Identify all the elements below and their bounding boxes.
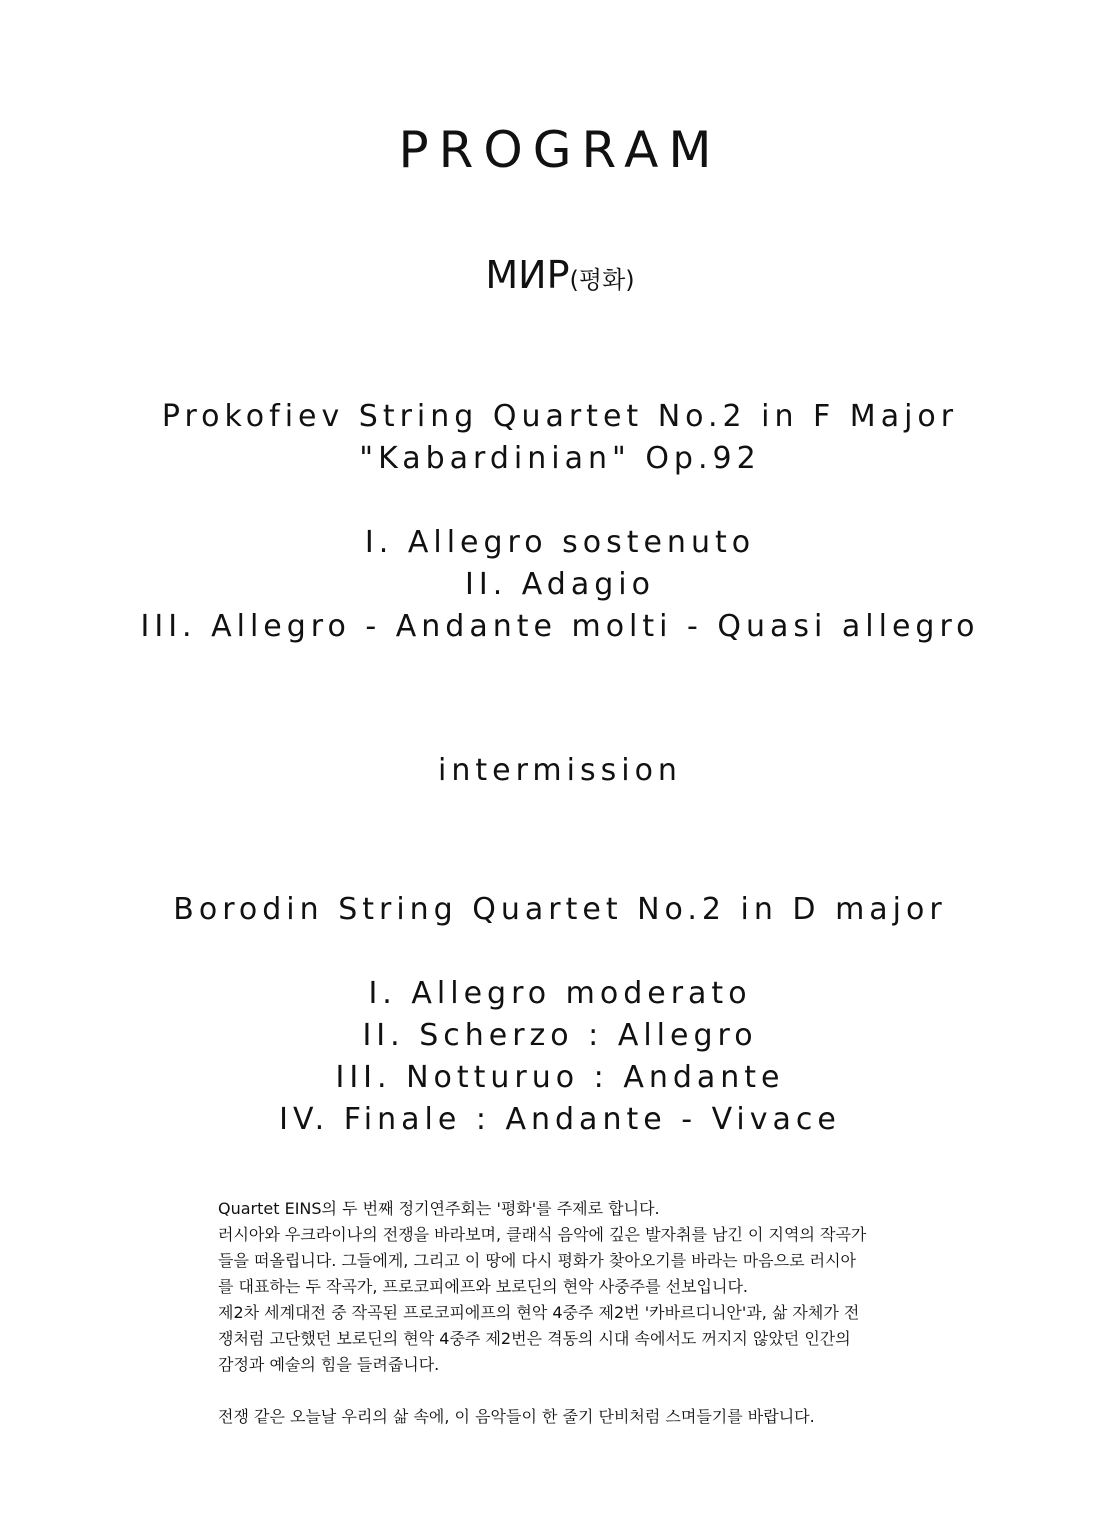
page-title: PROGRAM <box>398 121 722 179</box>
first-piece-movements <box>0 522 1120 648</box>
notes-line: 러시아와 우크라이나의 전쟁을 바라보며, 클래식 음악에 깊은 발자취를 남긴 이 지역의 작곡가 <box>218 1225 867 1244</box>
second-piece-movements <box>0 973 1120 1141</box>
notes-line: 를 대표하는 두 작곡가, 프로코피에프와 보로딘의 현악 사중주를 선보입니다. <box>218 1277 748 1296</box>
notes-line: 쟁처럼 고단했던 보로딘의 현악 4중주 제2번은 격동의 시대 속에서도 꺼지지 않았던 인간의 <box>218 1329 851 1348</box>
notes-line: Quartet EINS의 두 번째 정기연주회는 '평화'를 주제로 합니다. <box>218 1199 660 1218</box>
movement-item: II. Adagio <box>465 567 655 602</box>
movement-item: IV. Finale : Andante - Vivace <box>279 1102 841 1137</box>
subtitle-main: МИР <box>485 253 570 297</box>
program-subtitle <box>0 250 1120 305</box>
first-piece-title-line-2: "Kabardinian" Op.92 <box>359 441 761 476</box>
movement-item: I. Allegro sostenuto <box>364 525 756 560</box>
notes-closing: 전쟁 같은 오늘날 우리의 삶 속에, 이 음악들이 한 줄기 단비처럼 스며들기를 바랍니다. <box>218 1407 815 1426</box>
movement-item: III. Notturuo : Andante <box>335 1060 785 1095</box>
notes-line: 감정과 예술의 힘을 들려줍니다. <box>218 1355 440 1374</box>
first-piece-title <box>0 396 1120 480</box>
notes-line: 제2차 세계대전 중 작곡된 프로코피에프의 현악 4중주 제2번 '카바르디니안'과, 삶 자체가 전 <box>218 1303 860 1322</box>
intermission-label: intermission <box>438 753 682 788</box>
movement-item: II. Scherzo : Allegro <box>362 1018 758 1053</box>
first-piece-title-line-1: Prokofiev String Quartet No.2 in F Major <box>161 399 959 434</box>
program-notes <box>218 1196 918 1430</box>
subtitle-paren: (평화) <box>569 266 635 294</box>
second-piece-title-line: Borodin String Quartet No.2 in D major <box>173 892 947 927</box>
movement-item: I. Allegro moderato <box>368 976 752 1011</box>
second-piece-title <box>0 889 1120 931</box>
notes-line: 들을 떠올립니다. 그들에게, 그리고 이 땅에 다시 평화가 찾아오기를 바라는 마음으로 러시아 <box>218 1251 856 1270</box>
movement-item: III. Allegro - Andante molti - Quasi allegro <box>140 609 980 644</box>
